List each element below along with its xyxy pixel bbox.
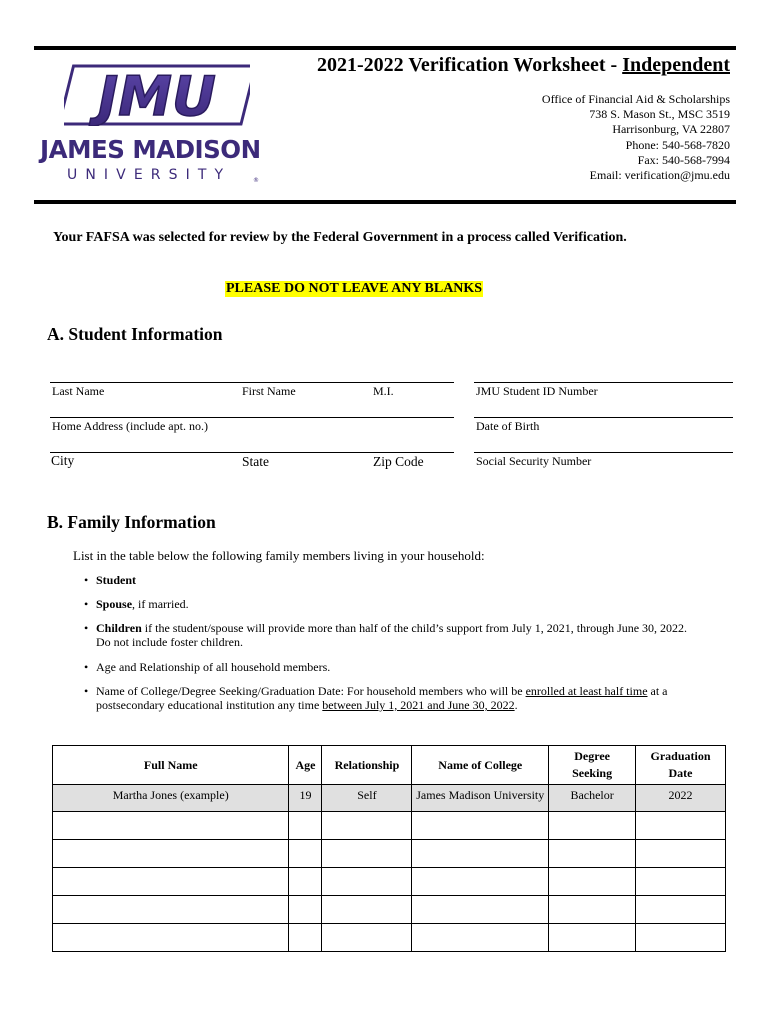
input-cell[interactable] (289, 840, 322, 868)
mi-label: M.I. (373, 384, 394, 398)
list-item (80, 573, 730, 587)
item-college-text: Name of College/Degree Seeking/Graduation Date: For household members who will be (96, 684, 526, 698)
item-student: Student (96, 573, 137, 587)
input-cell[interactable] (549, 868, 636, 896)
cell-age: 19 (289, 785, 322, 812)
state-label: State (242, 454, 269, 469)
input-cell[interactable] (636, 812, 726, 840)
cell-degree: Bachelor (549, 785, 636, 812)
office-line: 738 S. Mason St., MSC 3519 (589, 107, 730, 122)
col-relationship: Relationship (322, 746, 412, 785)
col-graduation (636, 746, 726, 785)
cell-grad: 2022 (636, 785, 726, 812)
input-cell[interactable] (53, 924, 289, 952)
cell-relationship: Self (322, 785, 412, 812)
header-bottom-rule (34, 200, 736, 204)
logo-university: UNIVERSITY (67, 167, 232, 183)
logo-registered-mark: ® (253, 177, 259, 184)
table-row-example (53, 785, 726, 812)
last-name-field[interactable] (50, 382, 454, 383)
input-cell[interactable] (636, 924, 726, 952)
household-list-intro: List in the table below the following family members living in your household: (73, 548, 485, 563)
cell-college: James Madison University (412, 785, 549, 812)
input-cell[interactable] (549, 924, 636, 952)
office-line: Harrisonburg, VA 22807 (612, 122, 730, 137)
table-row (53, 812, 726, 840)
input-cell[interactable] (412, 896, 549, 924)
col-grad-line1: Graduation (650, 749, 711, 763)
city-label: City (51, 453, 75, 468)
input-cell[interactable] (53, 840, 289, 868)
input-cell[interactable] (412, 840, 549, 868)
input-cell[interactable] (549, 896, 636, 924)
item-spouse-rest: , if married. (132, 597, 189, 611)
col-degree (549, 746, 636, 785)
first-name-label: First Name (242, 384, 296, 398)
list-item (80, 597, 730, 611)
list-item (80, 660, 730, 674)
zip-label: Zip Code (373, 454, 424, 469)
home-address-label: Home Address (include apt. no.) (52, 419, 208, 433)
title-prefix: 2021-2022 Verification Worksheet - (317, 54, 623, 76)
input-cell[interactable] (53, 868, 289, 896)
last-name-label: Last Name (52, 384, 105, 398)
header-top-rule (34, 46, 736, 50)
table-row (53, 924, 726, 952)
jmu-logo-mark (64, 64, 250, 126)
intro-text: Your FAFSA was selected for review by the Federal Government in a process called Verification. (53, 230, 627, 245)
warning-banner: PLEASE DO NOT LEAVE ANY BLANKS (226, 281, 483, 296)
office-address (542, 92, 730, 183)
col-grad-line2: Date (668, 766, 693, 780)
dob-label: Date of Birth (476, 419, 540, 433)
item-children-bold: Children (96, 621, 142, 635)
input-cell[interactable] (412, 812, 549, 840)
student-id-field[interactable] (474, 382, 733, 383)
table-row (53, 896, 726, 924)
input-cell[interactable] (322, 896, 412, 924)
col-college: Name of College (412, 746, 549, 785)
col-full-name: Full Name (53, 746, 289, 785)
input-cell[interactable] (289, 896, 322, 924)
logo-letters: JMU (98, 65, 216, 126)
list-item (80, 621, 730, 649)
household-table (52, 745, 726, 952)
input-cell[interactable] (289, 812, 322, 840)
input-cell[interactable] (322, 924, 412, 952)
input-cell[interactable] (322, 812, 412, 840)
dob-field[interactable] (474, 417, 733, 418)
ssn-field[interactable] (474, 452, 733, 453)
item-children-rest: if the student/spouse will provide more than half of the child’s support from July 1, 2021, through June 30, 2022. (141, 621, 688, 635)
page-title (317, 54, 730, 77)
input-cell[interactable] (549, 812, 636, 840)
input-cell[interactable] (412, 868, 549, 896)
input-cell[interactable] (636, 896, 726, 924)
home-address-field[interactable] (50, 417, 454, 418)
item-college-text: postsecondary educational institution any time (96, 698, 323, 712)
table-row (53, 840, 726, 868)
section-a-heading: A. Student Information (47, 324, 223, 344)
office-line: Email: verification@jmu.edu (589, 168, 730, 183)
student-id-label: JMU Student ID Number (476, 384, 598, 398)
table-row (53, 868, 726, 896)
household-members-list (80, 570, 730, 712)
office-line: Office of Financial Aid & Scholarships (541, 92, 730, 106)
input-cell[interactable] (322, 840, 412, 868)
logo-name: JAMES MADISON (40, 135, 261, 164)
item-college-underline: enrolled at least half time (525, 684, 648, 698)
input-cell[interactable] (53, 896, 289, 924)
title-emphasis: Independent (622, 54, 730, 76)
ssn-label: Social Security Number (476, 454, 592, 468)
item-college-text: . (514, 698, 518, 712)
item-college-underline: between July 1, 2021 and June 30, 2022 (322, 698, 515, 712)
input-cell[interactable] (549, 840, 636, 868)
item-spouse-bold: Spouse (96, 597, 133, 611)
col-age: Age (289, 746, 322, 785)
input-cell[interactable] (322, 868, 412, 896)
col-degree-line1: Degree (574, 749, 610, 763)
section-b-heading: B. Family Information (47, 512, 216, 532)
input-cell[interactable] (412, 924, 549, 952)
col-degree-line2: Seeking (572, 766, 613, 780)
input-cell[interactable] (636, 840, 726, 868)
office-line: Phone: 540-568-7820 (625, 137, 730, 152)
office-line: Fax: 540-568-7994 (637, 152, 730, 167)
list-item (80, 684, 730, 712)
input-cell[interactable] (636, 868, 726, 896)
input-cell[interactable] (53, 812, 289, 840)
item-college-text: at a (647, 684, 668, 698)
city-field[interactable] (50, 452, 454, 453)
item-age-relationship: Age and Relationship of all household members. (96, 660, 331, 674)
cell-full-name: Martha Jones (example) (53, 785, 289, 812)
table-header-row (53, 746, 726, 785)
item-children-line2: Do not include foster children. (96, 635, 243, 649)
input-cell[interactable] (289, 868, 322, 896)
input-cell[interactable] (289, 924, 322, 952)
